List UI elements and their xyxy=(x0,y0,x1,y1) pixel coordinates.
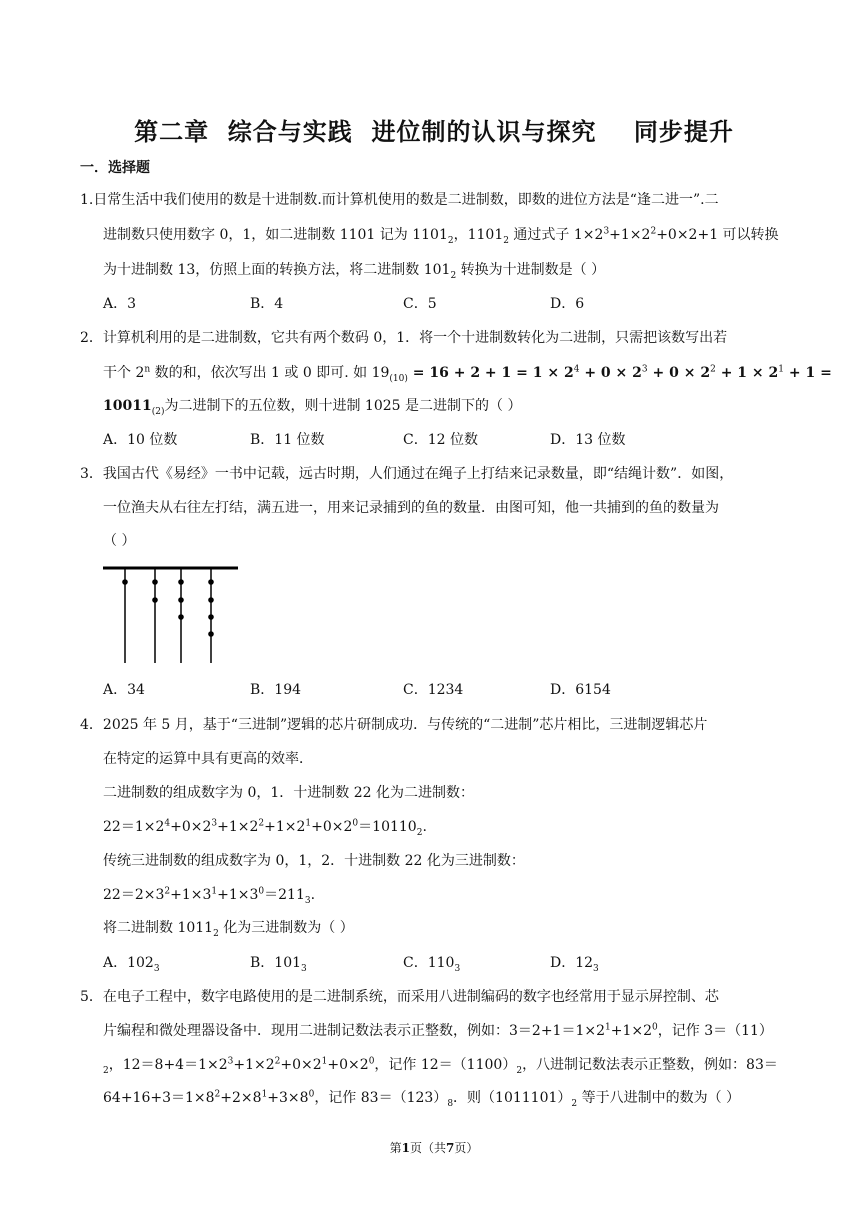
q4-option-b[interactable]: B．$101_3$ xyxy=(250,955,307,974)
q5-line2: 片编程和微处理器设备中．现用二进制记数法表示正整数，例如：$3=2+1=1\times 2^1+1\times 2^0$，记作 3＝（11） xyxy=(103,1022,773,1039)
q4-option-c[interactable]: C．$110_3$ xyxy=(403,955,461,974)
q2-option-b[interactable]: B．11 位数 xyxy=(250,432,325,448)
q3-option-a[interactable]: A．34 xyxy=(103,682,145,698)
knot-rope-figure xyxy=(100,560,245,668)
q4-option-a[interactable]: A．$102_3$ xyxy=(103,955,160,974)
q4-option-d[interactable]: D．$12_3$ xyxy=(550,955,599,974)
page-title: 第二章 综合与实践 进位制的认识与探究 同步提升 xyxy=(134,118,734,146)
q1-option-d[interactable]: D．6 xyxy=(550,296,585,312)
knot xyxy=(208,631,214,637)
q2-line1: 2．计算机利用的是二进制数，它共有两个数码 0，1．将一个十进制数转化为二进制，只需把该数写出若 xyxy=(80,330,728,346)
q3-option-d[interactable]: D．6154 xyxy=(550,682,611,698)
q2-option-a[interactable]: A．10 位数 xyxy=(103,432,178,448)
q2-option-c[interactable]: C．12 位数 xyxy=(403,432,478,448)
q4-line2: 在特定的运算中具有更高的效率． xyxy=(103,751,313,767)
q4-line3: 二进制数的组成数字为 0，1．十进制数 22 化为二进制数： xyxy=(103,785,474,801)
page-footer: 第1页（共7页） xyxy=(389,1141,479,1155)
knot xyxy=(178,614,184,620)
q1-option-c[interactable]: C．5 xyxy=(403,296,437,312)
q3-option-b[interactable]: B．194 xyxy=(250,682,302,698)
q1-line2: 进制数只使用数字 0，1，如二进制数 1101 记为 $1101_2$，$1101_2$ 通过式子 $1\times 2^3+1\times 2^2+0\times 2+1$ 可以转换 xyxy=(103,226,779,246)
q3-option-c[interactable]: C．1234 xyxy=(403,682,464,698)
q5-line4: $64+16+3=1\times 8^2+2\times 8^1+3\times 8^0$，记作 $83=(123)_8$．则$(1011101)_2$ 等于八进制中的数为（ ） xyxy=(103,1089,741,1109)
q3-line2: 一位渔夫从右往左打结，满五进一，用来记录捕到的鱼的数量．由图可知，他一共捕到的鱼的数量为 xyxy=(103,500,719,516)
q1-option-b[interactable]: B．4 xyxy=(250,296,284,312)
knot xyxy=(208,597,214,603)
q4-line5: 传统三进制数的组成数字为 0，1，2．十进制数 22 化为三进制数： xyxy=(103,853,525,869)
knot xyxy=(152,579,158,585)
knot xyxy=(122,579,128,585)
q1-option-a[interactable]: A．3 xyxy=(103,296,137,312)
q4-line4: $22=1\times 2^4+0\times 2^3+1\times 2^2+1\times 2^1+0\times 2^0=10110_2$. xyxy=(103,818,427,838)
q4-line1: 4．2025 年 5 月，基于“三进制”逻辑的芯片研制成功．与传统的“二进制”芯片相比，三进制逻辑芯片 xyxy=(80,717,708,733)
section-heading: 一．选择题 xyxy=(80,160,150,176)
q2-line3: $10011_{(2)}$为二进制下的五位数，则十进制 1025 是二进制下的（ ） xyxy=(103,398,522,417)
q5-line3: $_2$，$12=8+4=1\times 2^3+1\times 2^2+0\times 2^1+0\times 2^0$，记作 $12=(1100)_2$，八进制记数法表示正整数，例如：83＝ xyxy=(103,1056,778,1076)
q1-line1: 1.日常生活中我们使用的数是十进制数.而计算机使用的数是二进制数，即数的进位方法是“逢二进一”.二 xyxy=(80,192,719,208)
q3-line3: （ ） xyxy=(103,533,136,549)
q2-line2: 干个 2$^n$ 数的和，依次写出 1 或 0 即可. 如 $19_{(10)} = 16 + 2 + 1 = 1 \times 2^4 + 0 \times 2^3 + 0 \times 2^2 + 1 \times 2^1 + 1$ = xyxy=(103,364,832,384)
q1-line3: 为十进制数 13，仿照上面的转换方法，将二进制数 $101_2$ 转换为十进制数是（ ） xyxy=(103,262,606,281)
knot xyxy=(178,597,184,603)
q4-line6: $22=2\times 3^2+1\times 3^1+1\times 3^0=211_3$. xyxy=(103,886,316,906)
knot xyxy=(152,597,158,603)
q2-option-d[interactable]: D．13 位数 xyxy=(550,432,626,448)
knot xyxy=(208,579,214,585)
q4-line7: 将二进制数 $1011_2$ 化为三进制数为（ ） xyxy=(103,920,354,939)
q5-line1: 5．在电子工程中，数字电路使用的是二进制系统，而采用八进制编码的数字也经常用于显示屏控制、芯 xyxy=(80,989,719,1005)
knot xyxy=(208,614,214,620)
knot xyxy=(178,579,184,585)
q3-line1: 3．我国古代《易经》一书中记载，远古时期，人们通过在绳子上打结来记录数量，即“结绳计数”．如图， xyxy=(80,466,734,482)
